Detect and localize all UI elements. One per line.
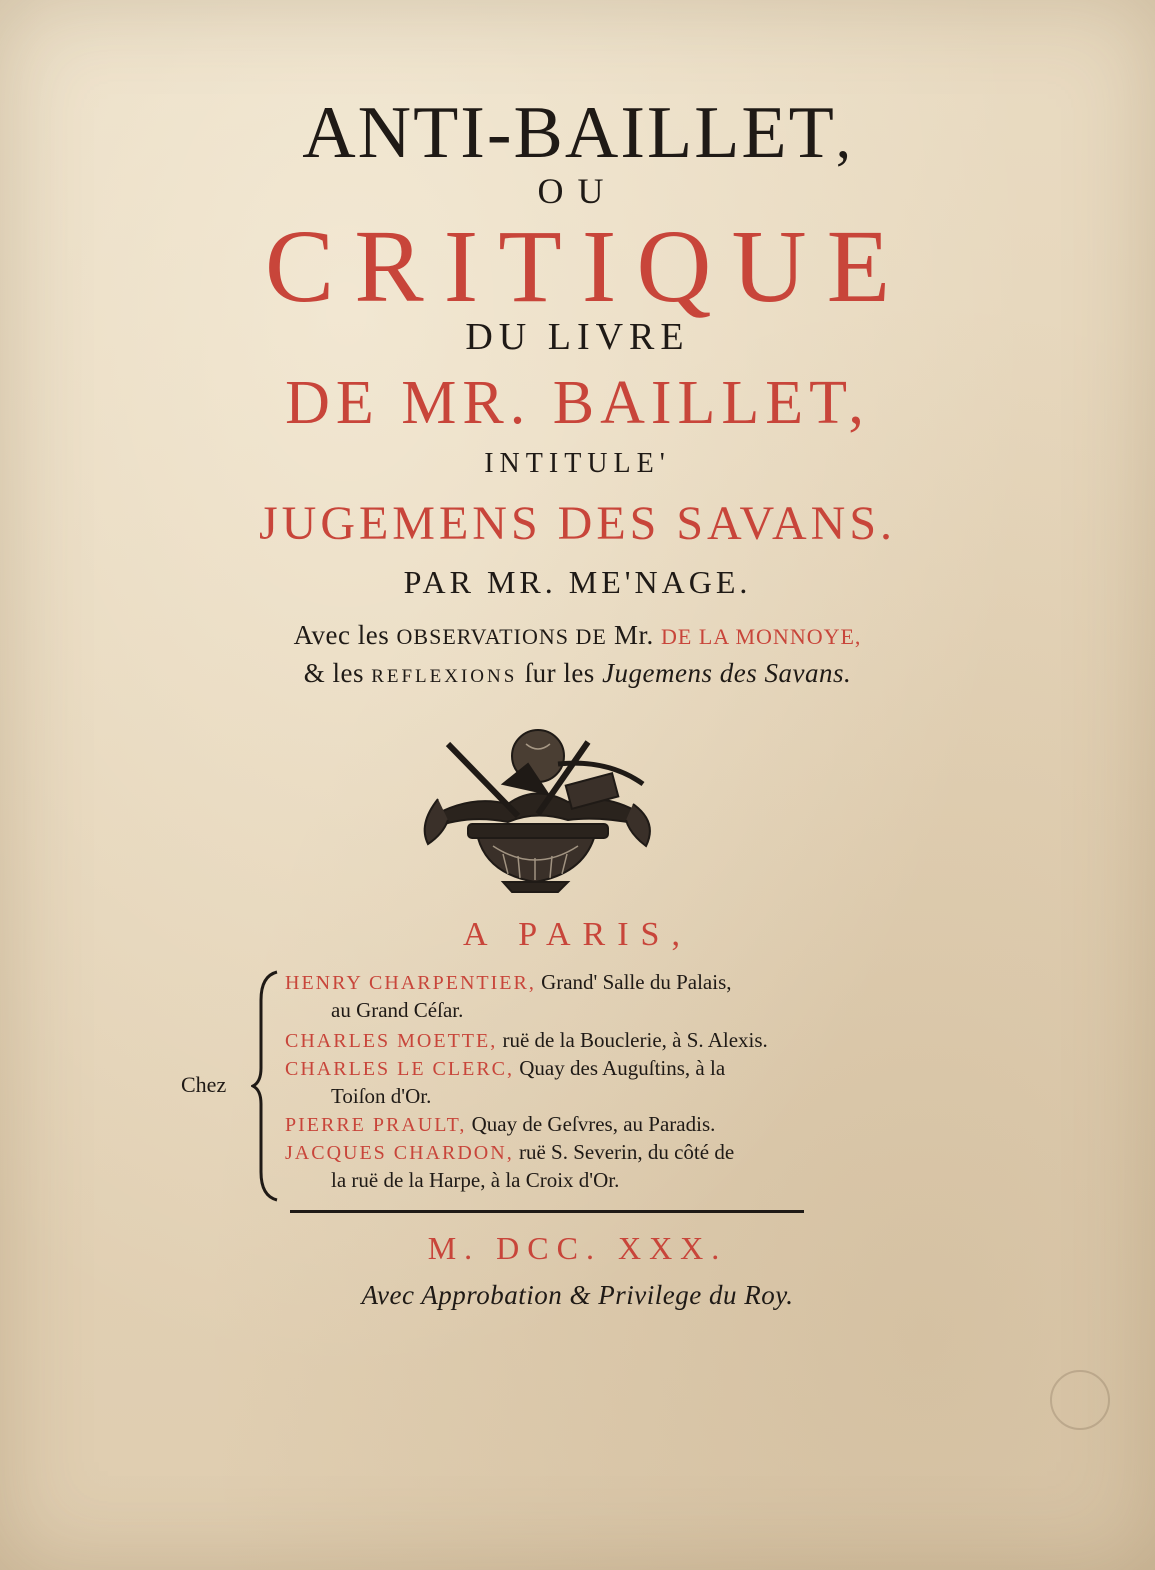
entry-2-text: ruë de la Bouclerie, à S. Alexis. [497, 1028, 768, 1052]
entry-1-name: HENRY CHARPENTIER, [285, 972, 536, 994]
title-critique: CRITIQUE [264, 209, 911, 324]
imprint-entry-4 [285, 1112, 715, 1137]
observations-monnoye: DE LA MONNOYE, [661, 624, 862, 649]
brace-icon [251, 970, 281, 1202]
divider-rule [290, 1210, 804, 1213]
observations-mr: Mr. [606, 620, 662, 650]
title-ou: OU [537, 171, 618, 211]
title-comma: , [835, 104, 853, 170]
entry-1-text: Grand' Salle du Palais, [535, 970, 732, 994]
entry-4-text: Quay de Geſvres, au Paradis. [466, 1112, 716, 1136]
imprint-entry-1 [285, 970, 732, 995]
imprint-entry-5 [285, 1140, 734, 1165]
entry-4-name: PIERRE PRAULT, [285, 1114, 467, 1136]
imprint-entry-1-cont: au Grand Céſar. [331, 998, 464, 1022]
title-par-menage: PAR MR. ME'NAGE. [403, 564, 752, 600]
imprint-entry-2 [285, 1028, 768, 1053]
title-de-mr-baillet: DE MR. BAILLET, [285, 369, 870, 437]
entry-2-name: CHARLES MOETTE, [285, 1030, 498, 1052]
title-anti-baillet-text: ANTI-BAILLET [302, 92, 836, 174]
reflexions-word: REFLEXIONS [371, 666, 518, 687]
library-stamp-icon [1050, 1370, 1110, 1430]
observations-line-1 [0, 622, 1155, 649]
reflexions-title: Jugemens des Savans. [602, 658, 852, 688]
title-jugemens: JUGEMENS DES SAVANS. [258, 497, 897, 550]
observations-line-2 [0, 660, 1155, 687]
imprint-date: M. DCC. XXX. [427, 1230, 728, 1266]
imprint-entry-5-cont: la ruë de la Harpe, à la Croix d'Or. [331, 1168, 620, 1192]
imprint-place: A PARIS, [463, 916, 692, 953]
imprint-chez: Chez [181, 1072, 227, 1097]
entry-5-text: ruë S. Severin, du côté de [513, 1140, 735, 1164]
reflexions-prefix: & les [303, 658, 372, 688]
title-anti-baillet [0, 92, 1155, 174]
imprint-entry-3 [285, 1056, 725, 1081]
imprint-entry-3-cont: Toiſon d'Or. [331, 1084, 432, 1108]
approbation-line: Avec Approbation & Privilege du Roy. [361, 1280, 794, 1310]
title-intitule: INTITULE' [484, 448, 671, 479]
book-basket-ornament-icon [408, 724, 662, 894]
entry-3-text: Quay des Auguſtins, à la [514, 1056, 726, 1080]
imprint-block [175, 962, 935, 1202]
reflexions-sur: ſur les [517, 658, 603, 688]
observations-prefix: Avec les [293, 620, 397, 650]
observations-word: OBSERVATIONS DE [396, 624, 607, 649]
entry-5-name: JACQUES CHARDON, [285, 1142, 514, 1164]
entry-3-name: CHARLES LE CLERC, [285, 1058, 515, 1080]
title-du-livre: DU LIVRE [465, 316, 690, 358]
